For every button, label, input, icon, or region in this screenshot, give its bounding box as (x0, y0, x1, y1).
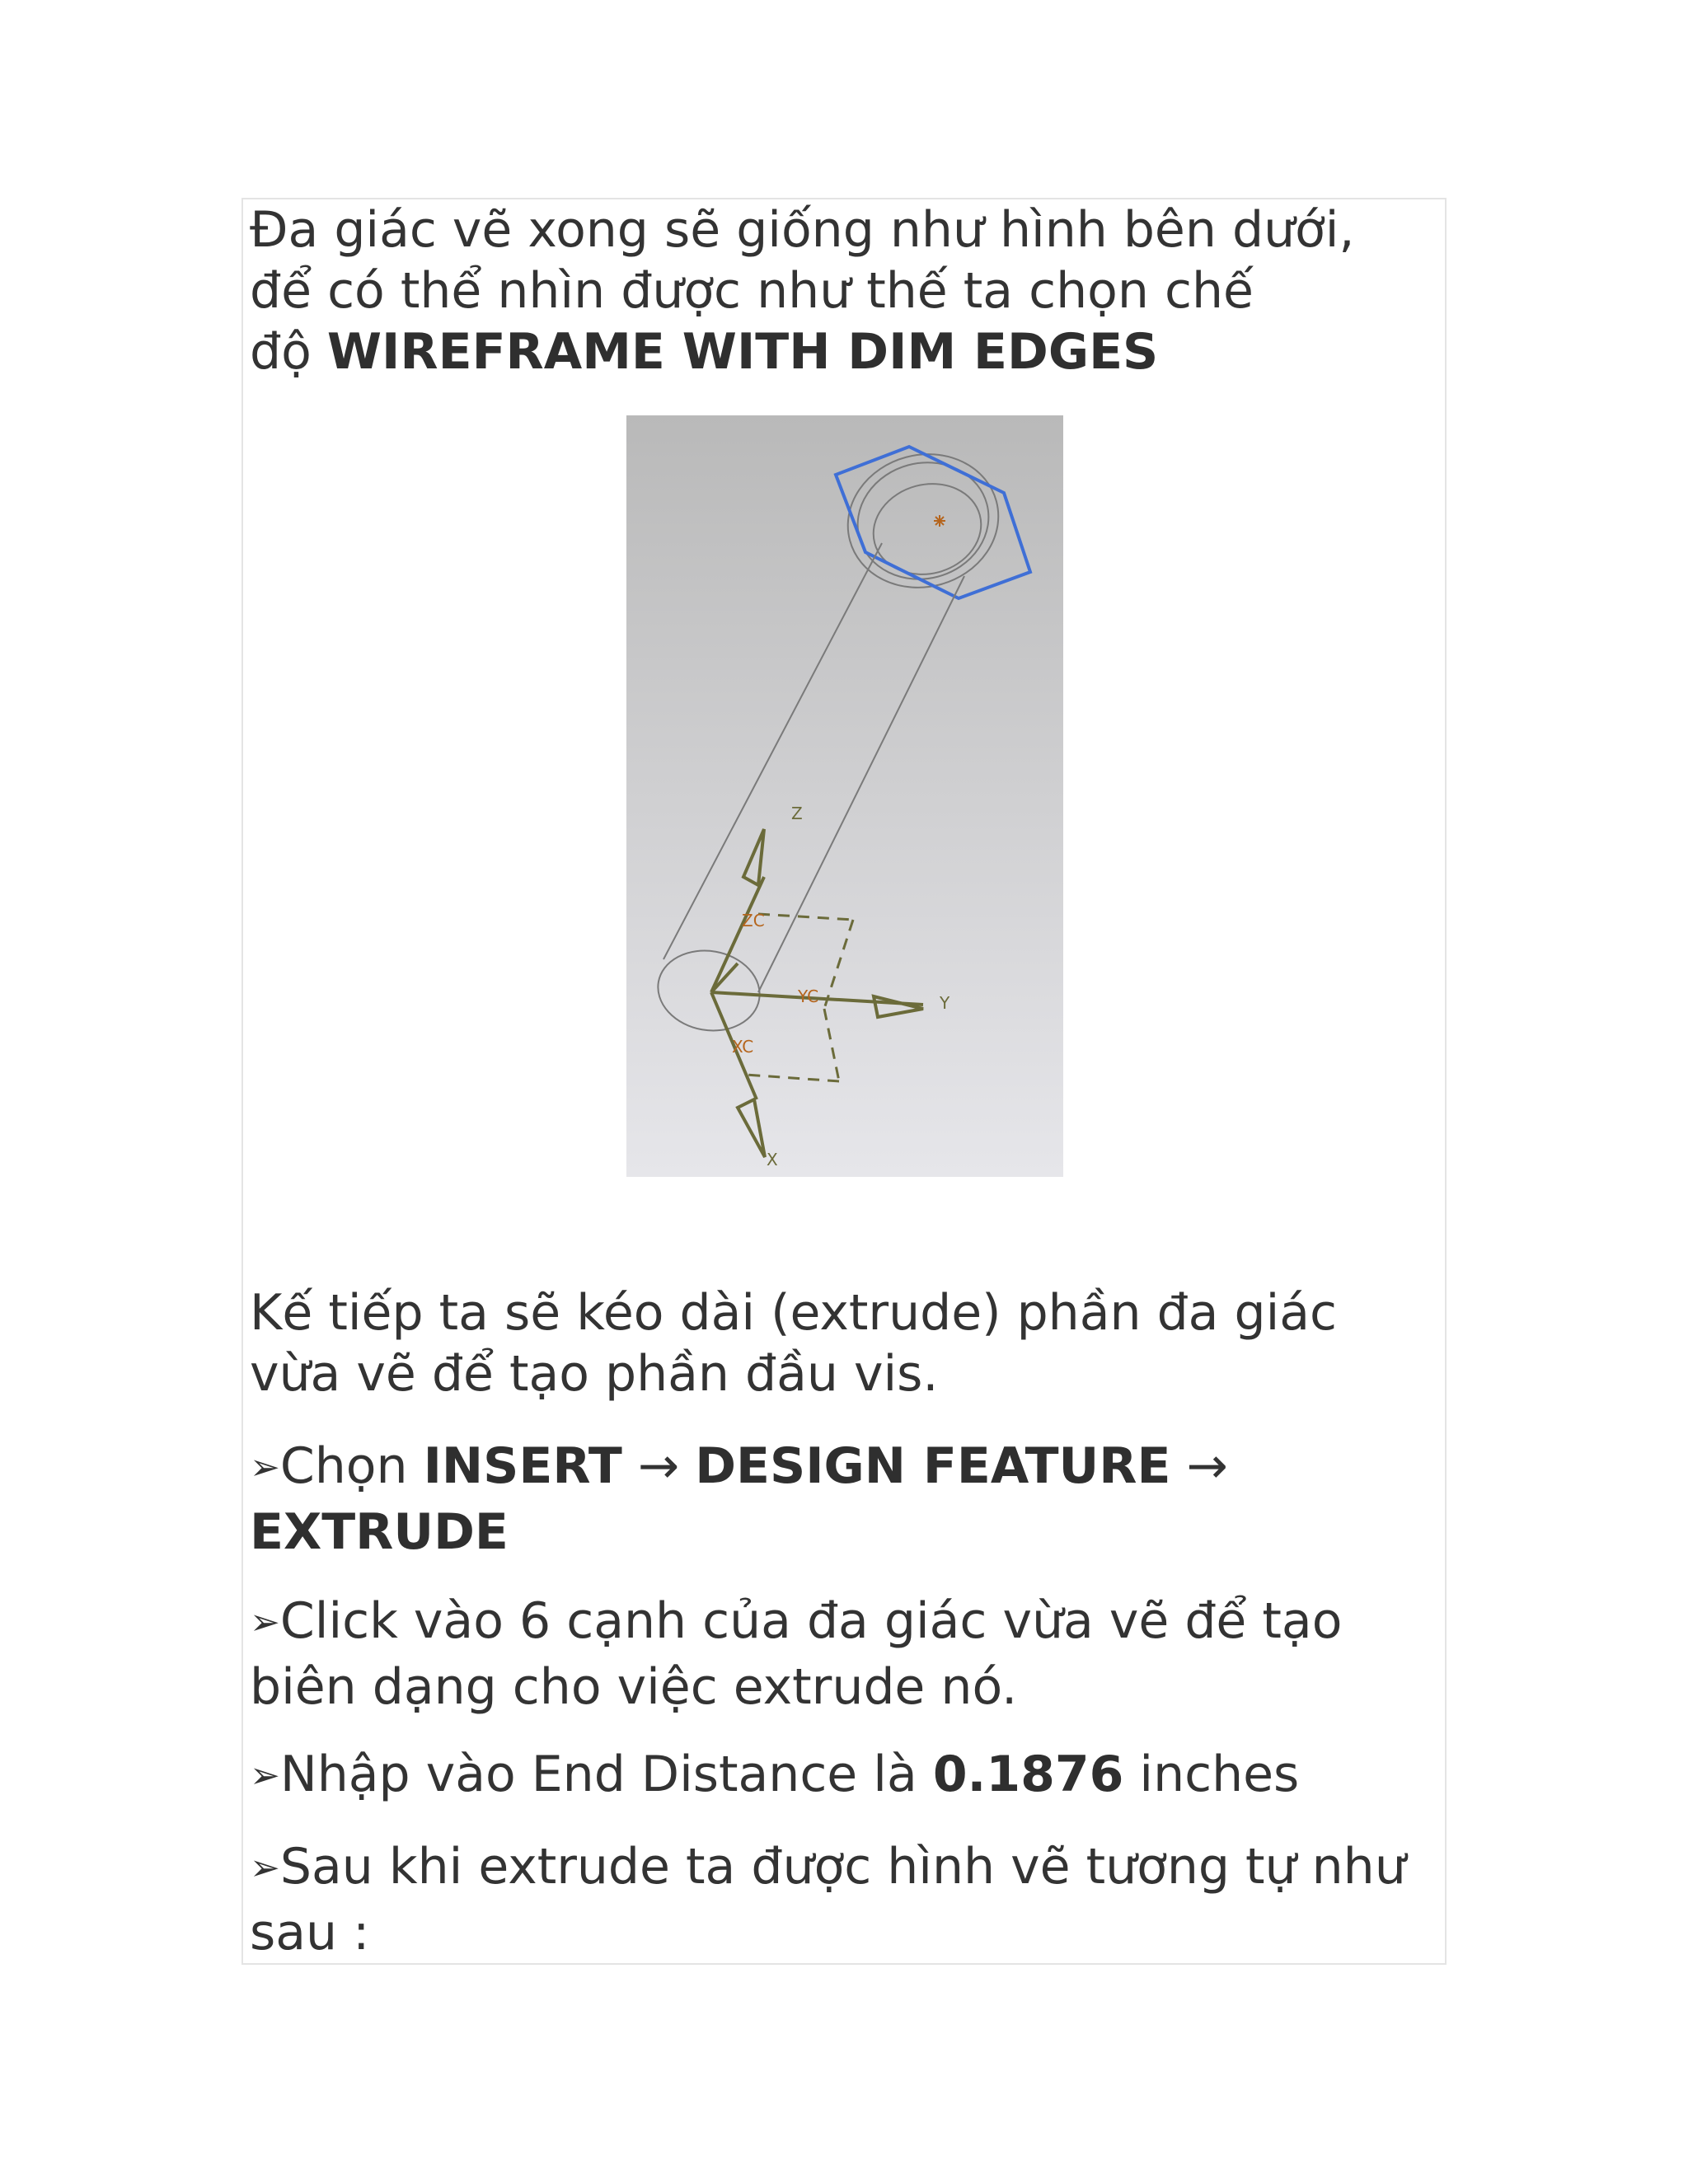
center-mark (934, 515, 945, 527)
end-distance-value: 0.1876 (932, 1746, 1124, 1803)
step-3-suffix: inches (1123, 1746, 1300, 1803)
bullet-arrow-icon: ➢ (250, 1847, 280, 1889)
step-1-arrow-2: → (1170, 1437, 1228, 1495)
step-2-line-1: Click vào 6 cạnh của đa giác vừa vẽ để tạo (279, 1592, 1343, 1650)
extrude-intro-paragraph (250, 1282, 1445, 1404)
wireframe-figure (626, 415, 1063, 1177)
bullet-arrow-icon: ➢ (250, 1446, 280, 1488)
intro-line-2: để có thể nhìn được như thế ta chọn chế (250, 262, 1254, 320)
extrude-intro-line-2: vừa vẽ để tạo phần đầu vis. (250, 1345, 939, 1403)
step-4-line-2: sau : (250, 1904, 370, 1961)
step-3-prefix: Nhập vào End Distance là (279, 1746, 933, 1803)
step-1-arrow-1: → (621, 1437, 696, 1495)
step-3 (250, 1744, 1445, 1810)
intro-line-3-prefix: độ (250, 323, 327, 381)
intro-line-1: Đa giác vẽ xong sẽ giống như hình bên dưới, (250, 201, 1355, 259)
axis-label-y: Y (940, 993, 950, 1013)
menu-insert: INSERT (423, 1437, 622, 1495)
step-4-line-1: Sau khi extrude ta được hình vẽ tương tự như (279, 1838, 1406, 1896)
axis-label-zc: ZC (742, 911, 765, 930)
intro-paragraph (250, 199, 1445, 382)
step-2-line-2: biên dạng cho việc extrude nó. (250, 1658, 1018, 1716)
step-4 (250, 1836, 1445, 1963)
step-2 (250, 1591, 1445, 1718)
axis-label-x: X (767, 1150, 778, 1169)
extrude-intro-line-1: Kế tiếp ta sẽ kéo dài (extrude) phần đa giác (250, 1284, 1338, 1342)
bullet-arrow-icon: ➢ (250, 1601, 280, 1643)
axis-label-yc: YC (798, 987, 819, 1006)
step-1 (250, 1436, 1445, 1563)
axis-label-z: Z (791, 804, 803, 823)
step-1-prefix: Chọn (279, 1437, 424, 1495)
wireframe-mode-name: WIREFRAME WITH DIM EDGES (326, 323, 1159, 381)
viewport-background (626, 415, 1063, 1177)
menu-extrude: EXTRUDE (250, 1503, 509, 1561)
bullet-arrow-icon: ➢ (250, 1755, 280, 1797)
axis-label-xc: XC (732, 1037, 754, 1057)
menu-design-feature: DESIGN FEATURE (695, 1437, 1171, 1495)
